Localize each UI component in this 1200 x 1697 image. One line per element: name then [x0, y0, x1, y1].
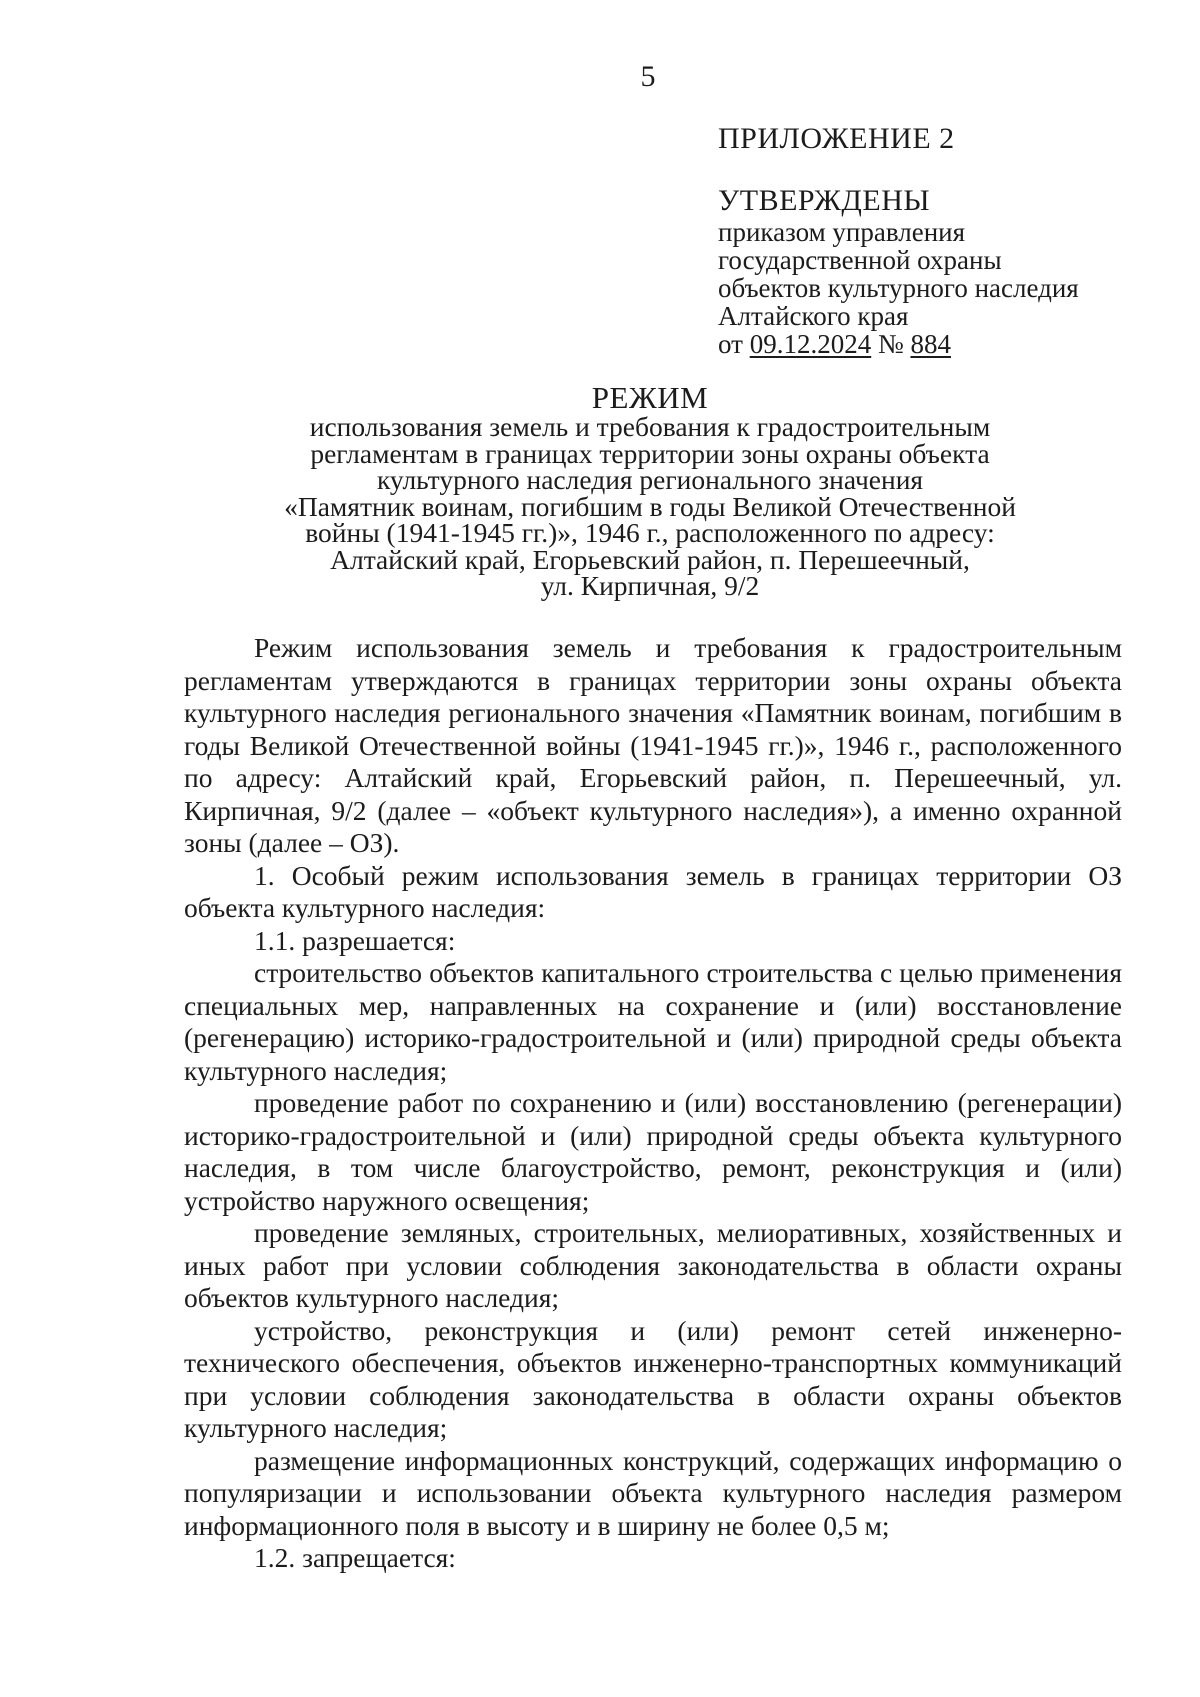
approval-date-line	[718, 330, 1079, 358]
title-line: регламентам в границах территории зоны охраны объекта	[310, 437, 990, 469]
body-paragraph: Режим использования земель и требования к градостроительным регламентам утверждаются в границах территории зоны охраны объекта культурного наследия регионального значения «Памятник воинам, погибшим в годы Великой Отечественной войны (1941-1945 гг.)», 1946 г., расположенного по адресу: Алтайский край, Егорьевский район, п. Перешеечный, ул. Кирпичная, 9/2 (далее – «объект культурного наследия»), а именно охранной зоны (далее – ОЗ).	[184, 632, 1122, 858]
body-paragraph: проведение земляных, строительных, мелиоративных, хозяйственных и иных работ при условии соблюдения законодательства в области охраны объектов культурного наследия;	[184, 1217, 1122, 1313]
approval-line: государственной охраны	[718, 245, 1002, 275]
title-line: культурного наследия регионального значения	[376, 464, 924, 495]
page-number: 5	[640, 60, 656, 93]
body-paragraph: размещение информационных конструкций, содержащих информацию о популяризации и использовании объекта культурного наследия размером информационного поля в высоту и в ширину не более 0,5 м;	[184, 1444, 1122, 1541]
document-title	[150, 382, 1150, 600]
body-paragraph: 1.2. запрещается:	[254, 1542, 456, 1573]
body-paragraph: строительство объектов капитального строительства с целью применения специальных мер, направленных на сохранение и (или) восстановление (регенерацию) историко-градостроительной и (или) природной среды объекта культурного наследия;	[184, 957, 1122, 1086]
title-heading: РЕЖИМ	[591, 380, 709, 415]
approval-date: 09.12.2024	[749, 329, 872, 359]
document-body	[184, 632, 1122, 1575]
title-line: использования земель и требования к градостроительным	[309, 411, 991, 442]
title-line: ул. Кирпичная, 9/2	[540, 570, 760, 601]
approval-line: приказом управления	[718, 217, 966, 247]
approval-block	[718, 186, 1079, 358]
body-paragraph: проведение работ по сохранению и (или) восстановлению (регенерации) историко-градостроительной и (или) природной среды объекта культурного наследия, в том числе благоустройство, ремонт, реконструкция и (или) устройство наружного освещения;	[184, 1087, 1122, 1216]
body-paragraph: 1. Особый режим использования земель в границах территории ОЗ объекта культурного наследия:	[184, 859, 1122, 923]
body-paragraph: устройство, реконструкция и (или) ремонт сетей инженерно-технического обеспечения, объектов инженерно-транспортных коммуникаций при условии соблюдения законодательства в области охраны объектов культурного наследия;	[184, 1314, 1122, 1443]
body-paragraph: 1.1. разрешается:	[254, 924, 456, 956]
approval-date-prefix: от	[718, 329, 743, 359]
approval-line: объектов культурного наследия	[718, 273, 1079, 303]
approval-number-sign: №	[877, 329, 904, 359]
title-line: войны (1941-1945 гг.)», 1946 г., расположенного по адресу:	[305, 517, 995, 548]
approval-number: 884	[910, 329, 951, 359]
title-line: Алтайский край, Егорьевский район, п. Перешеечный,	[330, 543, 970, 575]
title-line: «Памятник воинам, погибшим в годы Великой Отечественной	[284, 490, 1016, 522]
approval-line: Алтайского края	[718, 301, 909, 331]
appendix-label: ПРИЛОЖЕНИЕ 2	[718, 122, 955, 155]
approval-title: УТВЕРЖДЕНЫ	[718, 184, 931, 217]
